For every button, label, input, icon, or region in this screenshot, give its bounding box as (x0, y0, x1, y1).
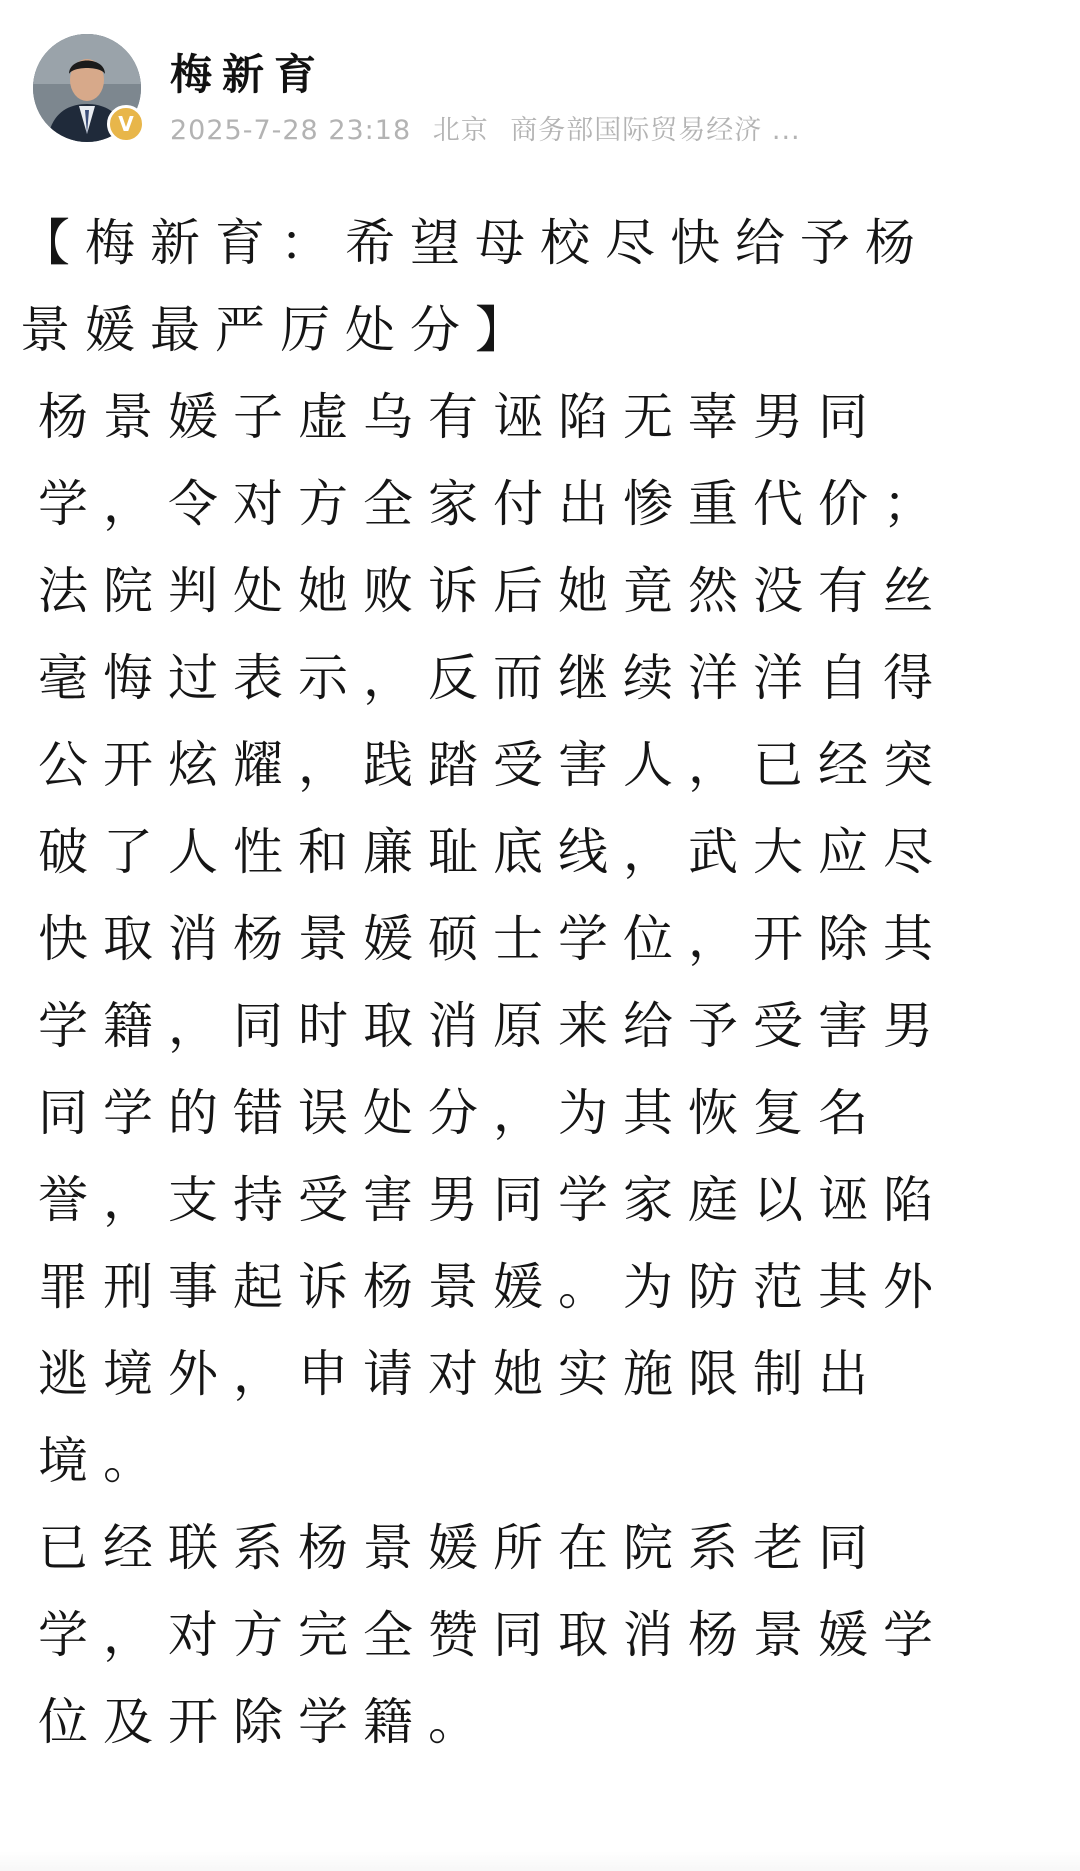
post-location: 北京 (432, 115, 489, 146)
post-title: 【梅新育：希望母校尽快给予杨景媛最严厉处分】 (20, 214, 930, 359)
verified-badge-icon: V (107, 105, 145, 143)
post-header (0, 0, 1080, 160)
post-body (20, 200, 988, 1766)
post-paragraph-2: 已经联系杨景媛所在院系老同学，对方完全赞同取消杨景媛学位及开除学籍。 (38, 1519, 948, 1751)
bottom-edge (0, 1851, 1080, 1871)
post-paragraph-1: 杨景媛子虚乌有诬陷无辜男同学，令对方全家付出惨重代价；法院判处她败诉后她竟然没有丝毫悔过表示，反而继续洋洋自得公开炫耀，践踏受害人，已经突破了人性和廉耻底线，武大应尽快取消杨景媛硕士学位，开除其学籍，同时取消原来给予受害男同学的错误处分，为其恢复名誉，支持受害男同学家庭以诬陷罪刑事起诉杨景媛。为防范其外逃境外，申请对她实施限制出境。 (38, 388, 948, 1490)
author-name[interactable]: 梅新育 (170, 50, 327, 99)
post-meta (170, 108, 813, 147)
post-timestamp: 2025-7-28 23:18 (170, 115, 412, 146)
author-affiliation[interactable]: 商务部国际贸易经济 ... (510, 115, 801, 146)
